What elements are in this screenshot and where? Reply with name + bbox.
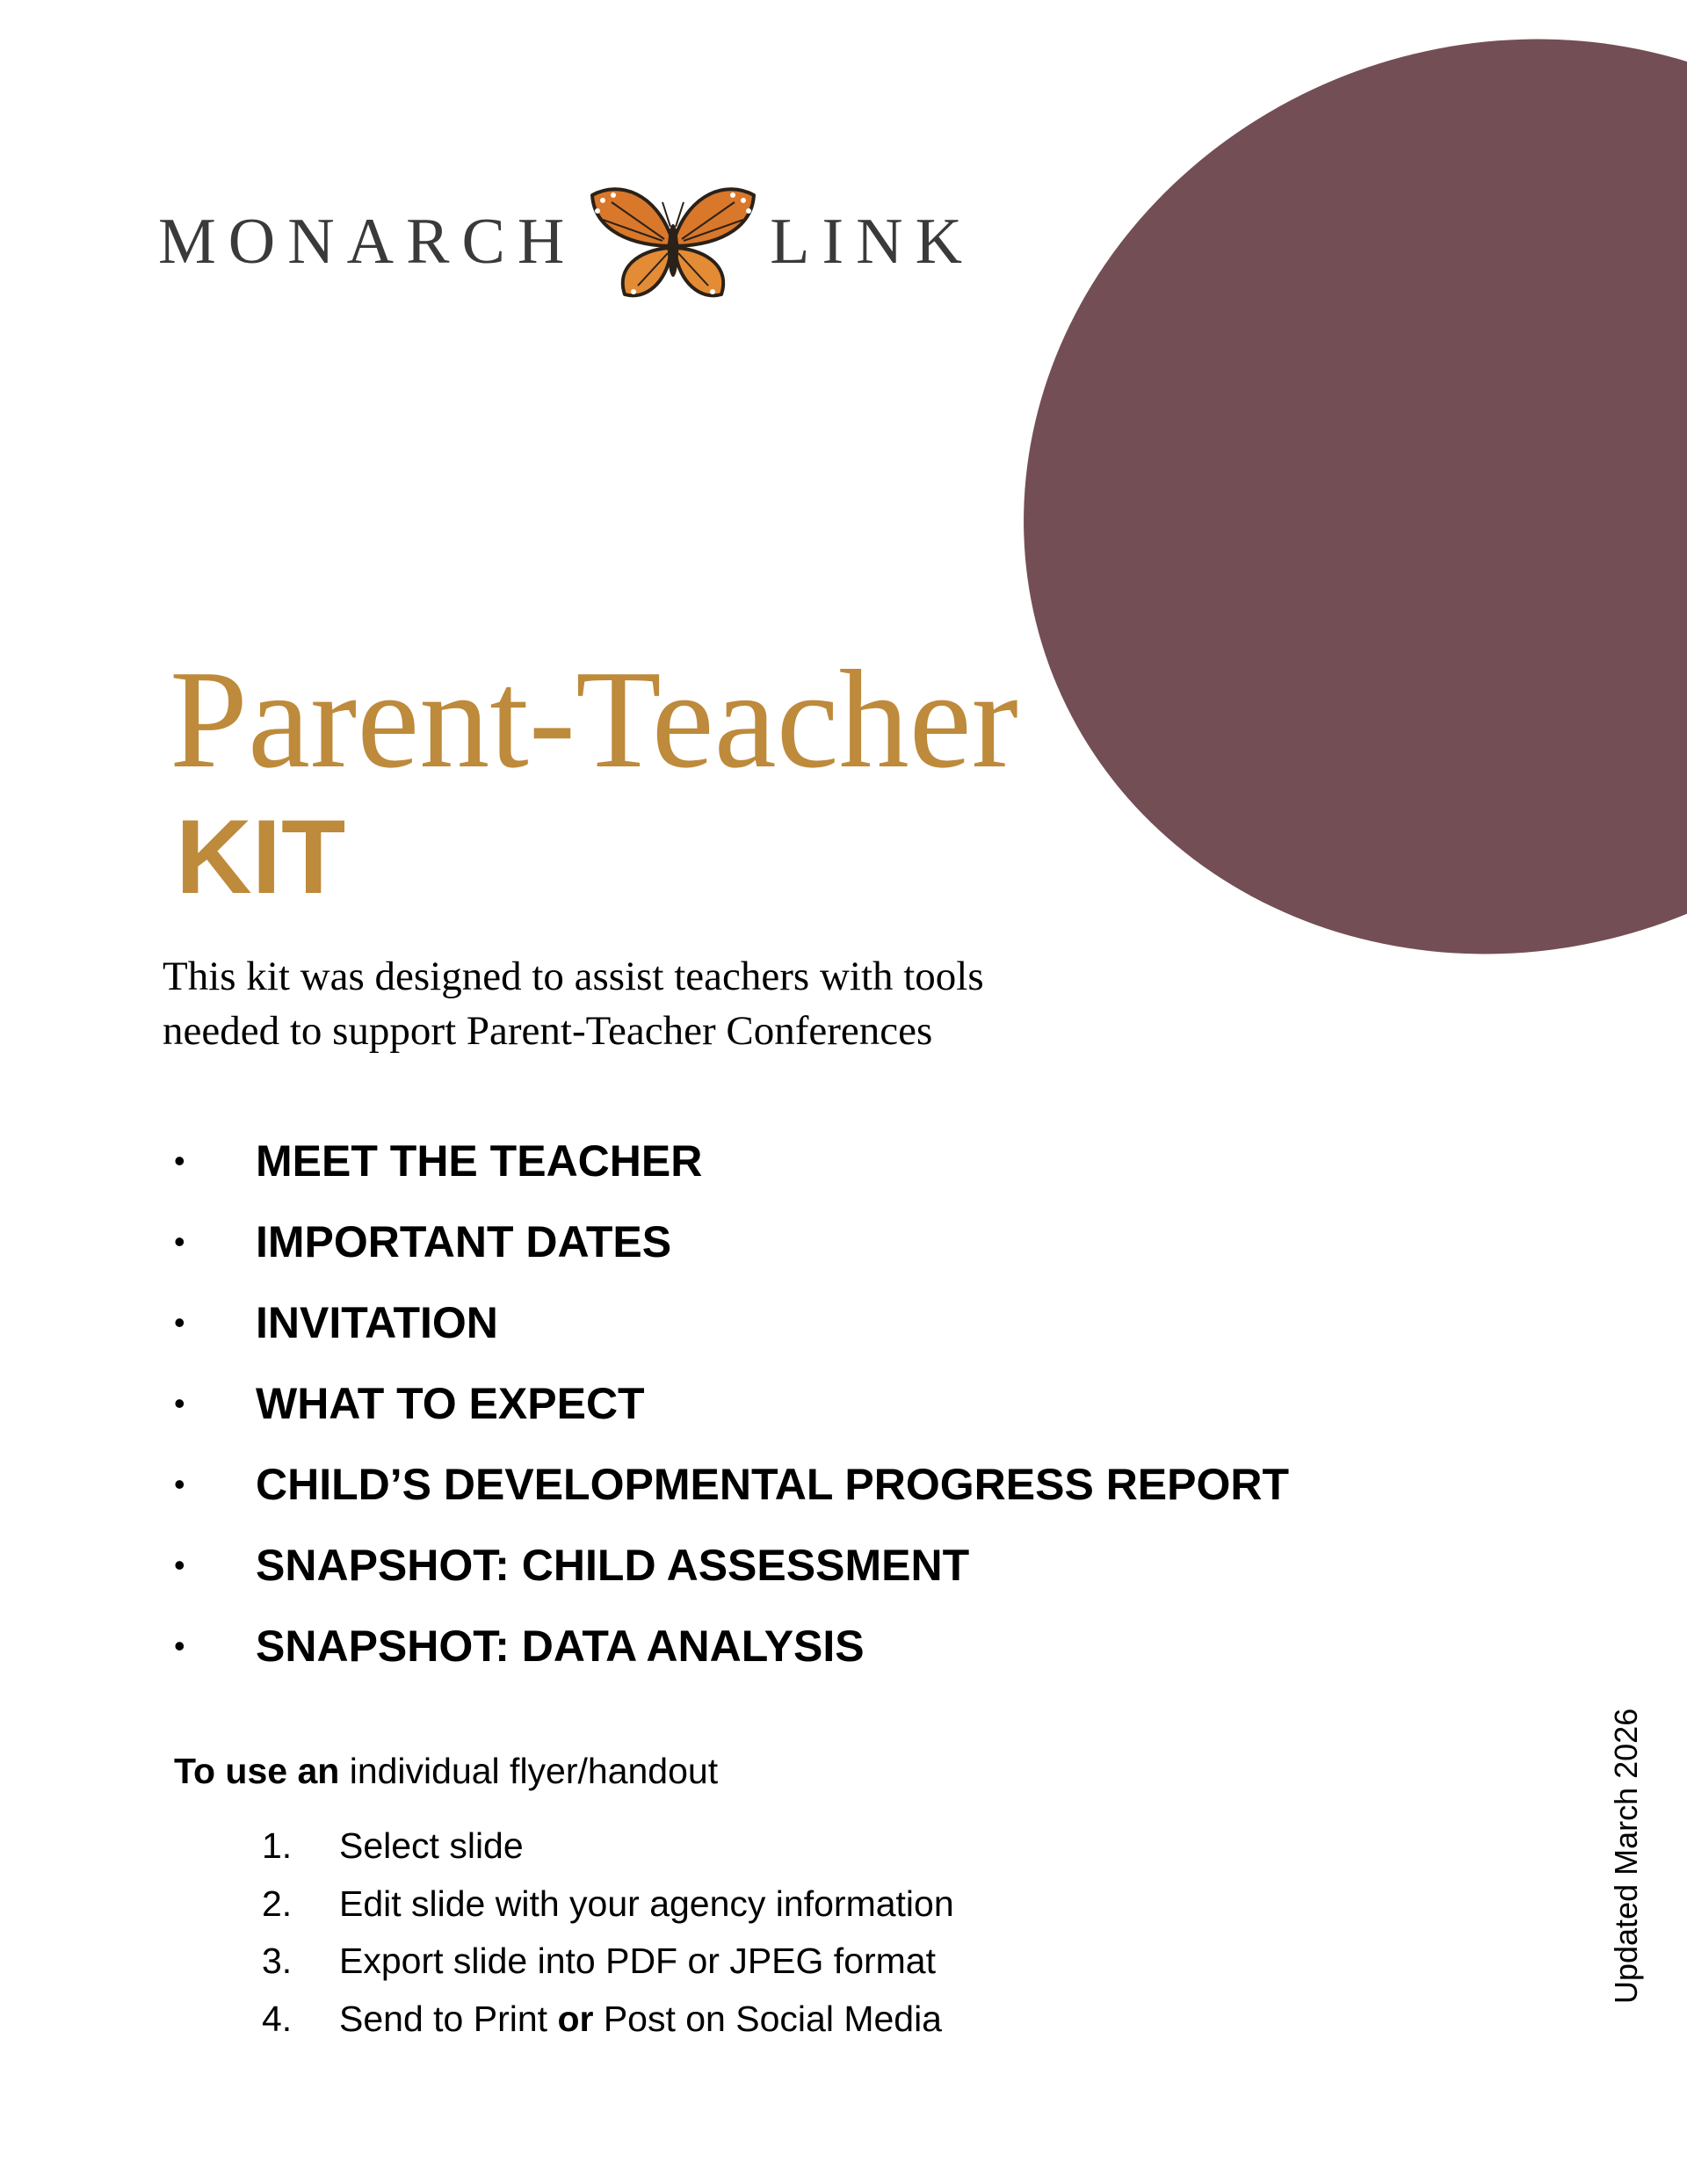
intro-paragraph bbox=[163, 949, 1129, 1058]
decorative-plum-blob bbox=[894, 0, 1687, 1090]
step-item bbox=[262, 1933, 954, 1991]
list-item bbox=[167, 1121, 1289, 1201]
list-item bbox=[167, 1282, 1289, 1363]
intro-line-2: needed to support Parent-Teacher Conferences bbox=[163, 1008, 933, 1054]
list-item-label: MEET THE TEACHER bbox=[256, 1136, 703, 1186]
list-item-label: SNAPSHOT: CHILD ASSESSMENT bbox=[256, 1541, 970, 1590]
step-text: Export slide into PDF or JPEG format bbox=[339, 1941, 937, 1982]
bullet: • bbox=[174, 1547, 185, 1583]
list-item bbox=[167, 1201, 1289, 1282]
step-item bbox=[262, 1818, 954, 1876]
logo-right-word: LINK bbox=[770, 206, 975, 278]
step-text: Edit slide with your agency information bbox=[339, 1883, 954, 1924]
list-item-label: IMPORTANT DATES bbox=[256, 1217, 672, 1266]
usage-heading-rest: individual flyer/handout bbox=[339, 1751, 719, 1791]
list-item-label: SNAPSHOT: DATA ANALYSIS bbox=[256, 1622, 865, 1671]
step-item bbox=[262, 1991, 954, 2049]
usage-heading-bold: To use an bbox=[174, 1751, 340, 1791]
step-number: 1. bbox=[262, 1825, 293, 1867]
monarch-link-logo bbox=[158, 171, 974, 312]
intro-line-1: This kit was designed to assist teachers with tools bbox=[163, 954, 984, 999]
list-item-label: WHAT TO EXPECT bbox=[256, 1379, 645, 1428]
monarch-butterfly-icon bbox=[585, 176, 761, 308]
bullet: • bbox=[174, 1143, 185, 1179]
step-text-bold: or bbox=[557, 1998, 594, 2039]
bullet: • bbox=[174, 1223, 185, 1259]
list-item bbox=[167, 1606, 1289, 1687]
usage-heading bbox=[174, 1746, 718, 1796]
bullet: • bbox=[174, 1628, 185, 1664]
list-item bbox=[167, 1525, 1289, 1606]
page-title: Parent-Teacher bbox=[170, 641, 1018, 797]
usage-steps-list bbox=[262, 1818, 954, 2048]
step-number: 2. bbox=[262, 1883, 293, 1924]
list-item-label: CHILD’S DEVELOPMENTAL PROGRESS REPORT bbox=[256, 1460, 1290, 1509]
updated-date: Updated March 2026 bbox=[1608, 1708, 1644, 2004]
page-subtitle-kit: KIT bbox=[176, 798, 346, 916]
step-text: Select slide bbox=[339, 1825, 524, 1867]
step-item bbox=[262, 1876, 954, 1934]
bullet: • bbox=[174, 1304, 185, 1340]
step-text-after: Post on Social Media bbox=[593, 1998, 942, 2039]
step-text-before: Send to Print bbox=[339, 1998, 558, 2039]
bullet: • bbox=[174, 1466, 185, 1502]
step-text bbox=[339, 1999, 942, 2040]
list-item-label: INVITATION bbox=[256, 1298, 498, 1347]
kit-contents-list bbox=[167, 1121, 1289, 1687]
logo-left-word: MONARCH bbox=[158, 206, 577, 278]
bullet: • bbox=[174, 1385, 185, 1421]
list-item bbox=[167, 1363, 1289, 1444]
list-item bbox=[167, 1444, 1289, 1525]
step-number: 3. bbox=[262, 1941, 293, 1982]
step-number: 4. bbox=[262, 1998, 293, 2039]
